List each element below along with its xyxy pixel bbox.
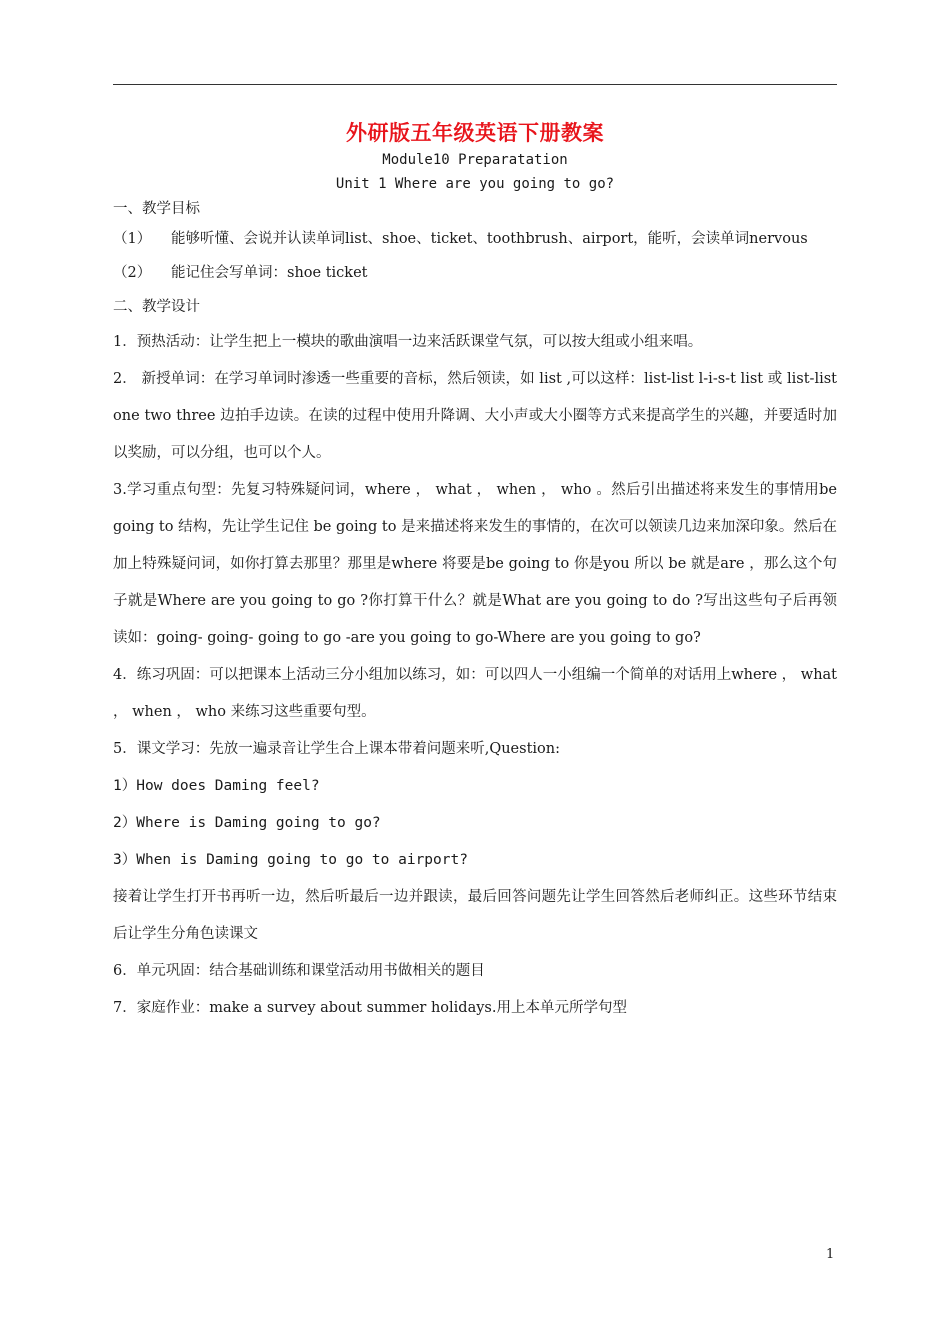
- goal-text: 能够听懂、会说并认读单词list、shoe、ticket、toothbrush、airport，能听，会读单词nervous: [171, 231, 808, 247]
- goal-text: 能记住会写单词：shoe ticket: [171, 265, 368, 281]
- unit-subtitle: Unit 1 Where are you going to go?: [335, 176, 615, 192]
- design-item: 3.学习重点句型：先复习特殊疑问词，where ， what ， when ， who 。然后引出描述将来发生的事情用be going to 结构，先让学生记住 be going to 是来描述将来发生的事情的，在次可以领读几边来加深印象。然后在加上特殊疑问词，如你打算去那里？那里是where 将要是be going to 你是you 所以 be 就是are ，那么这个句子就是Where are you going to go ?你打算干什么？就是What are you going to do ?写出这些句子后再领读如：going- going- going to go -are you going to go-Where are you going to go?: [113, 482, 837, 646]
- design-item: 1．预热活动：让学生把上一模块的歌曲演唱一边来活跃课堂气氛，可以按大组或小组来唱。: [113, 334, 703, 350]
- question-item: 2）Where is Daming going to go?: [113, 815, 381, 831]
- design-item: 接着让学生打开书再听一边，然后听最后一边并跟读，最后回答问题先让学生回答然后老师纠正。这些环节结束后让学生分角色读课文: [113, 889, 837, 942]
- design-item: 5．课文学习：先放一遍录音让学生合上课本带着问题来听,Question:: [113, 741, 560, 757]
- design-item: 2． 新授单词：在学习单词时渗透一些重要的音标，然后领读，如 list ,可以这样：list-list l-i-s-t list 或 list-list one two three 边拍手边读。在读的过程中使用升降调、大小声或大小圈等方式来提高学生的兴趣，并要适时加以奖励，可以分组，也可以个人。: [113, 371, 837, 461]
- question-item: 3）When is Daming going to go to airport?: [113, 852, 468, 868]
- design-item: 6．单元巩固：结合基础训练和课堂活动用书做相关的题目: [113, 963, 485, 979]
- section-heading-design: 二、教学设计: [113, 299, 200, 315]
- module-subtitle: Module10 Preparatation: [382, 152, 568, 168]
- document-title: 外研版五年级英语下册教案: [346, 120, 604, 145]
- header-rule: [113, 84, 837, 85]
- goal-item: [113, 258, 837, 289]
- goal-number: （1）: [113, 231, 152, 247]
- question-item: 1）How does Daming feel?: [113, 778, 320, 794]
- design-item: 4．练习巩固：可以把课本上活动三分小组加以练习，如：可以四人一小组编一个简单的对话用上where ， what ， when ， who 来练习这些重要句型。: [113, 667, 838, 720]
- goal-item: [113, 221, 837, 258]
- design-item: 7．家庭作业：make a survey about summer holidays.用上本单元所学句型: [113, 1000, 627, 1016]
- document-body: [113, 118, 837, 1027]
- section-heading-objectives: 一、教学目标: [113, 201, 200, 217]
- page-number: 1: [826, 1247, 835, 1262]
- goal-number: （2）: [113, 265, 152, 281]
